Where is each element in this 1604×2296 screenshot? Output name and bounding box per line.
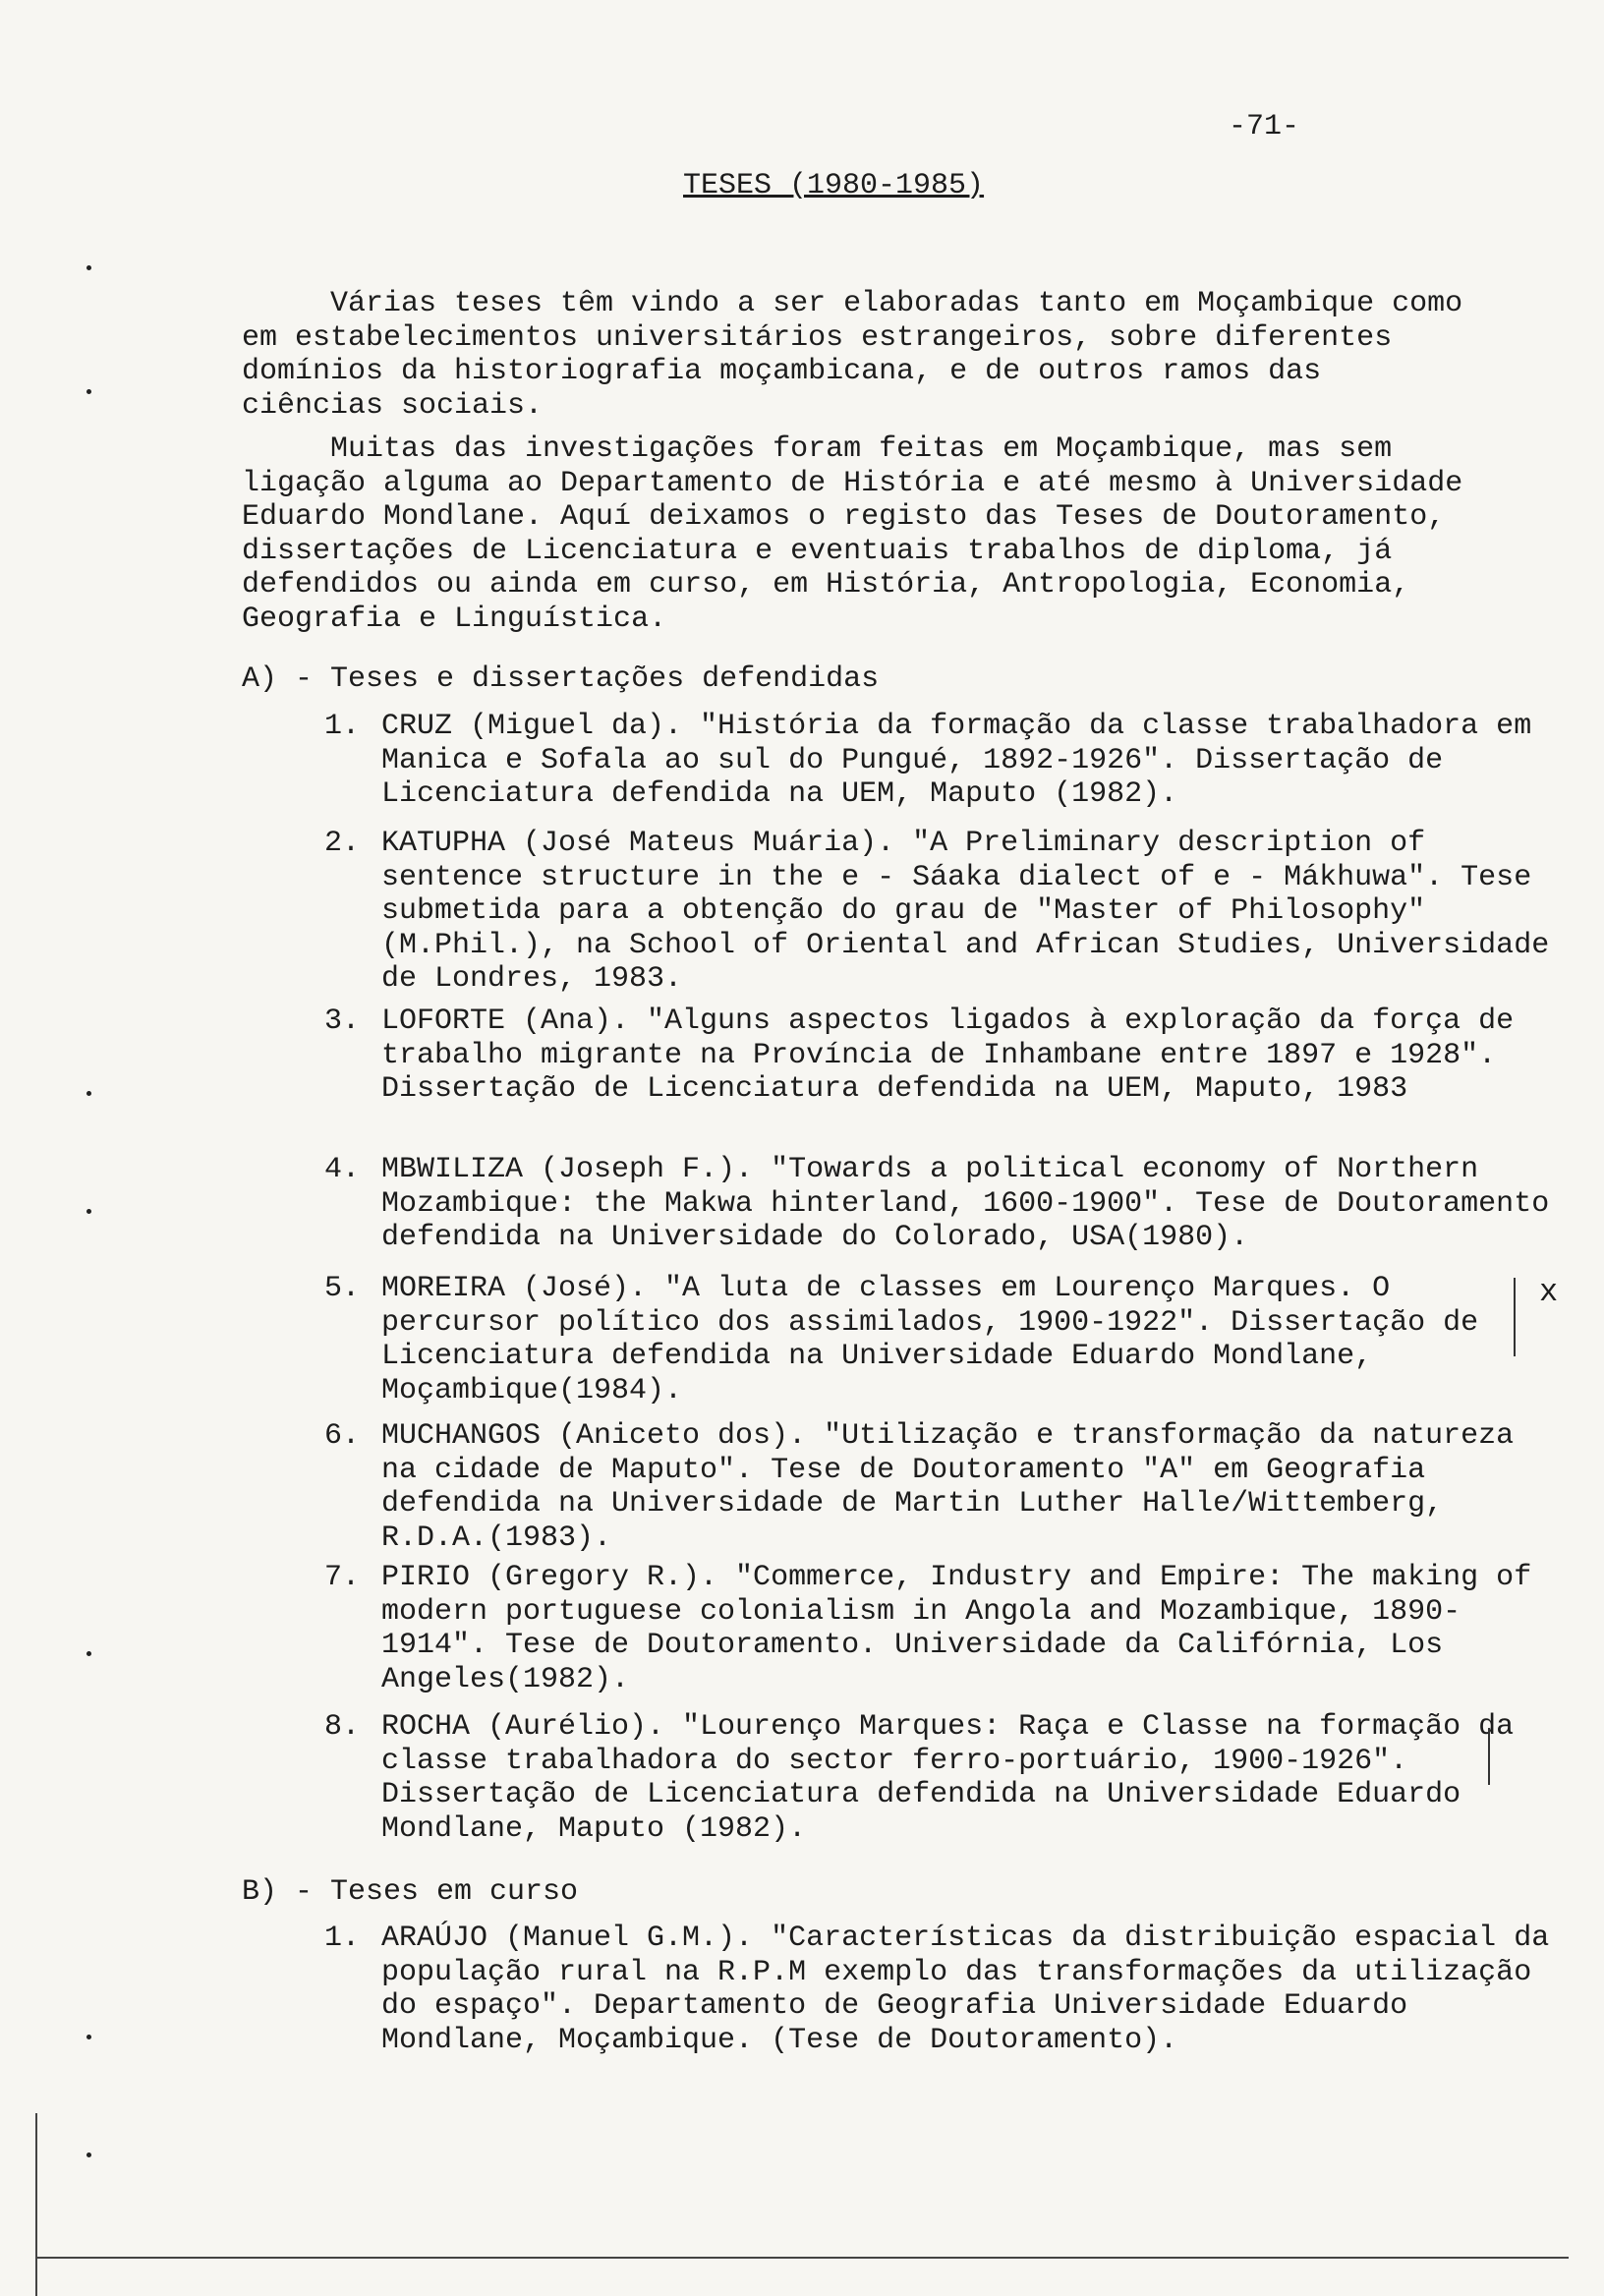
- item-number: 6.: [324, 1419, 361, 1453]
- margin-dot: [86, 2152, 91, 2157]
- item-number: 5.: [324, 1272, 361, 1305]
- item-text: MUCHANGOS (Aniceto dos). "Utilização e transformação da natureza na cidade de Maputo". Tese de Doutoramento "A" em Geografia defendida na Universidade de Martin Luther Halle/Wittemberg, R.D.A.(1983).: [381, 1419, 1515, 1555]
- list-item: [324, 710, 1563, 812]
- list-item: [324, 827, 1563, 997]
- list-item: [324, 1561, 1563, 1696]
- item-number: 3.: [324, 1004, 361, 1038]
- item-text: CRUZ (Miguel da). "História da formação da classe trabalhadora em Manica e Sofala ao sul do Pungué, 1892-1926". Dissertação de Licenciatura defendida na UEM, Maputo (1982).: [381, 710, 1532, 811]
- intro-paragraph-1: [242, 287, 1480, 423]
- section-heading-a: A) - Teses e dissertações defendidas: [242, 662, 880, 696]
- margin-dot: [86, 265, 91, 270]
- page-number: -71-: [1229, 110, 1300, 144]
- item-number: 4.: [324, 1153, 361, 1186]
- list-item: [324, 1419, 1563, 1555]
- paragraph-text: Muitas das investigações foram feitas em Moçambique, mas sem ligação alguma ao Departamento de História e até mesmo à Universidade Eduardo Mondlane. Aquí deixamos o registo das Teses de Doutoramento, dissertações de Licenciatura e eventuais trabalhos de diploma, já defendidos ou ainda em curso, em História, Antropologia, Economia, Geografia e Linguística.: [242, 432, 1463, 636]
- item-text: ROCHA (Aurélio). "Lourenço Marques: Raça e Classe na formação da classe trabalhadora do sector ferro-portuário, 1900-1926". Dissertação de Licenciatura defendida na Universidade Eduardo Mondlane, Maputo (1982).: [381, 1710, 1515, 1846]
- list-item: [324, 1272, 1563, 1407]
- item-text: KATUPHA (José Mateus Muária). "A Preliminary description of sentence structure in the e - Sáaka dialect of e - Mákhuwa". Tese submetida para a obtenção do grau de "Master of Philosophy" (M.Phil.), na School of Oriental and African Studies, Universidade de Londres, 1983.: [381, 827, 1550, 996]
- section-heading-b: B) - Teses em curso: [242, 1875, 579, 1909]
- item-number: 7.: [324, 1561, 361, 1594]
- paragraph-text: Várias teses têm vindo a ser elaboradas tanto em Moçambique como em estabelecimentos universitários estrangeiros, sobre diferentes domínios da historiografia moçambicana, e de outros ramos das ciências sociais.: [242, 287, 1463, 423]
- intro-paragraph-2: [242, 432, 1480, 636]
- margin-dot: [86, 1651, 91, 1656]
- list-item: [324, 1004, 1563, 1107]
- item-text: MBWILIZA (Joseph F.). "Towards a political economy of Northern Mozambique: the Makwa hinterland, 1600-1900". Tese de Doutoramento defendida na Universidade do Colorado, USA(1980).: [381, 1153, 1550, 1254]
- margin-dot: [86, 389, 91, 394]
- item-text: LOFORTE (Ana). "Alguns aspectos ligados à exploração da força de trabalho migrante na Província de Inhambane entre 1897 e 1928". Dissertação de Licenciatura defendida na UEM, Maputo, 1983: [381, 1004, 1515, 1106]
- margin-mark: x: [1539, 1274, 1559, 1310]
- left-edge-rule: [35, 2113, 37, 2296]
- page-title: TESES (1980-1985): [683, 169, 985, 202]
- item-text: ARAÚJO (Manuel G.M.). "Características da distribuição espacial da população rural na R.P.M exemplo das transformações da utilização do espaço". Departamento de Geografia Universidade Eduardo Mondlane, Moçambique. (Tese de Doutoramento).: [381, 1922, 1550, 2057]
- margin-dot: [86, 2035, 91, 2039]
- item-text: MOREIRA (José). "A luta de classes em Lourenço Marques. O percursor político dos assimilados, 1900-1922". Dissertação de Licenciatura defendida na Universidade Eduardo Mondlane, Moçambique(1984).: [381, 1272, 1479, 1407]
- margin-dot: [86, 1209, 91, 1214]
- item-text: PIRIO (Gregory R.). "Commerce, Industry and Empire: The making of modern portuguese colonialism in Angola and Mozambique, 1890-1914". Tese de Doutoramento. Universidade da Califórnia, Los Angeles(1982).: [381, 1561, 1532, 1696]
- list-item: [324, 1710, 1563, 1846]
- item-number: 1.: [324, 710, 361, 743]
- bottom-rule: [35, 2257, 1569, 2259]
- item-number: 8.: [324, 1710, 361, 1744]
- margin-bracket: [1514, 1278, 1516, 1356]
- margin-dot: [86, 1091, 91, 1096]
- item-number: 2.: [324, 827, 361, 860]
- list-item: [324, 1153, 1563, 1255]
- item-number: 1.: [324, 1922, 361, 1955]
- margin-bracket: [1488, 1728, 1490, 1785]
- list-item: [324, 1922, 1563, 2057]
